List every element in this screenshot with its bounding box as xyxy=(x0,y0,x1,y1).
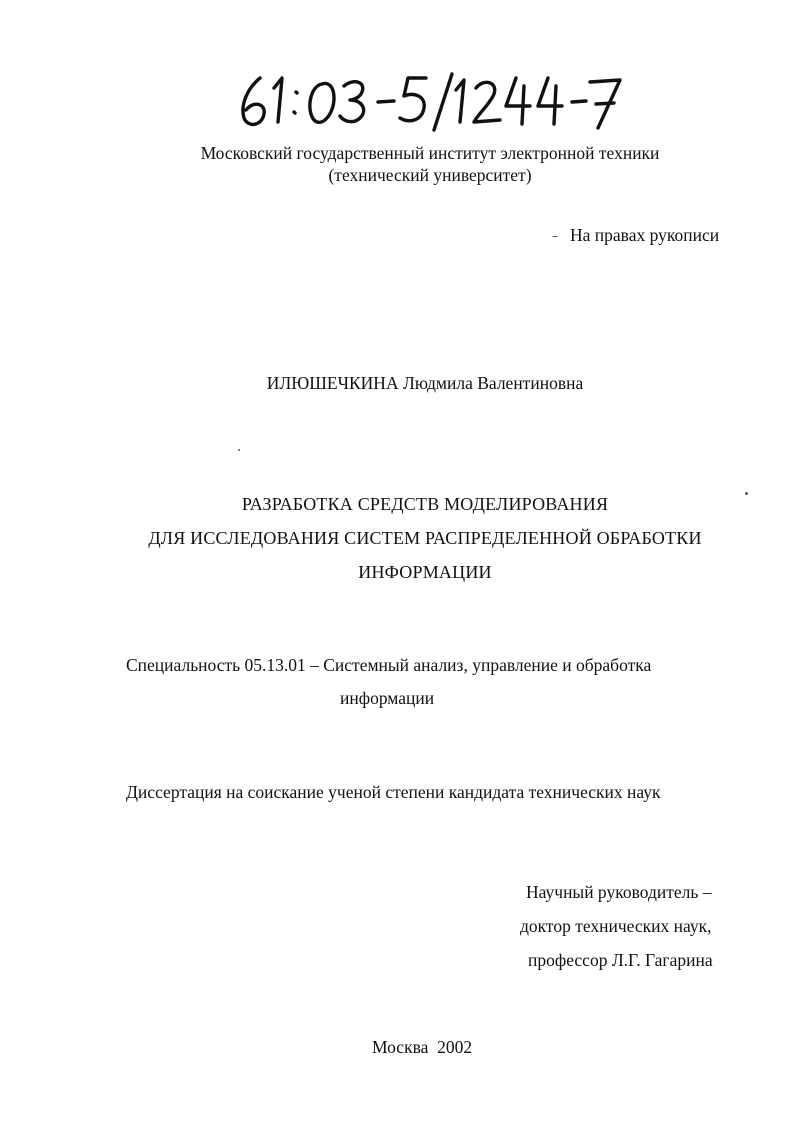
institution-line-1: Московский государственный институт электронной техники xyxy=(200,143,660,163)
handwritten-archive-code-drawing xyxy=(230,66,630,136)
dissertation-statement: Диссертация на соискание ученой степени кандидата технических наук xyxy=(126,782,661,802)
supervisor-line-1: Научный руководитель – xyxy=(526,882,712,902)
institution-line-2: (технический университет) xyxy=(328,165,532,185)
title-line-3: ИНФОРМАЦИИ xyxy=(358,562,492,582)
specialty-line-1: Специальность 05.13.01 – Системный анализ, управление и обработка xyxy=(126,655,652,675)
scan-speck xyxy=(745,492,748,495)
supervisor-line-2: доктор технических наук, xyxy=(520,916,712,936)
place-and-year: Москва 2002 xyxy=(372,1037,473,1057)
author-name: ИЛЮШЕЧКИНА Людмила Валентиновна xyxy=(266,373,584,393)
supervisor-line-3: профессор Л.Г. Гагарина xyxy=(528,950,713,970)
title-line-2: ДЛЯ ИССЛЕДОВАНИЯ СИСТЕМ РАСПРЕДЕЛЕННОЙ ОБРАБОТКИ xyxy=(148,528,702,548)
specialty-line-2: информации xyxy=(340,688,435,708)
scan-speck xyxy=(238,449,240,451)
scan-speck xyxy=(552,236,558,237)
handwritten-archive-code xyxy=(230,66,630,136)
scientific-supervisor xyxy=(520,875,713,977)
dissertation-title xyxy=(0,487,793,589)
rights-note: На правах рукописи xyxy=(570,225,720,245)
title-line-1: РАЗРАБОТКА СРЕДСТВ МОДЕЛИРОВАНИЯ xyxy=(241,494,609,514)
institution-name xyxy=(0,142,793,186)
